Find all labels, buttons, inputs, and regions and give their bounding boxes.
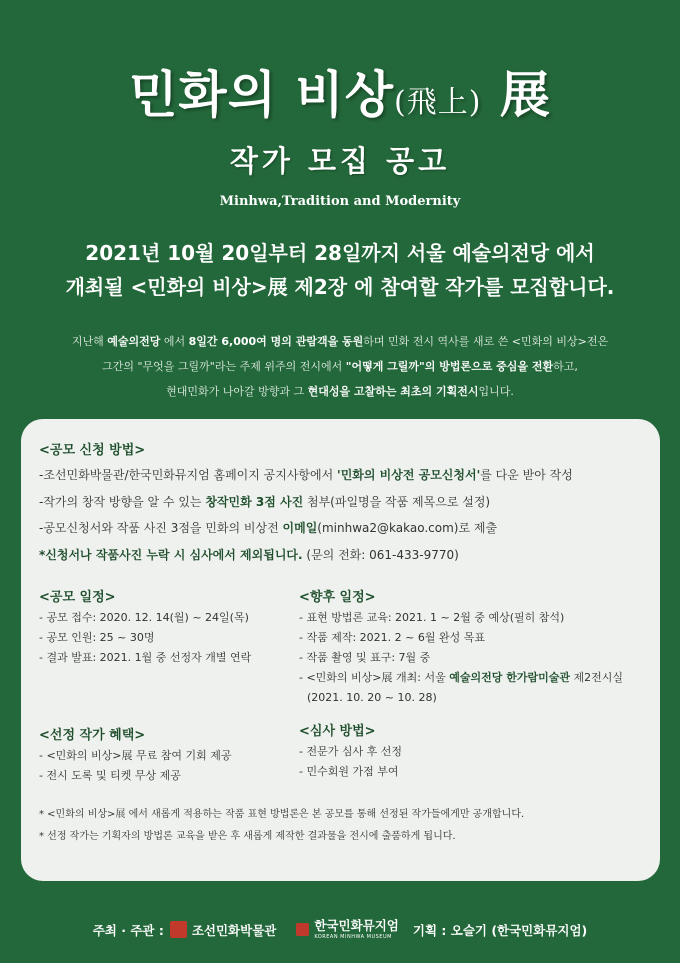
intro-line-1: 지난해 예술의전당 에서 8일간 6,000여 명의 관람객을 동원하며 민화 전시 역사를 새로 쓴 <민화의 비상>전은 (71, 335, 609, 348)
right-column (299, 586, 639, 786)
venue-logo-text: 예술의전당 (452, 241, 550, 265)
venue-logo-inline: 예술의전당 한가람미술관 (449, 671, 570, 684)
intro-venue-logo: 예술의전당 (107, 335, 161, 348)
headline-line-1: 2021년 10월 20일부터 28일까지 서울 예술의전당 에서 (85, 241, 595, 265)
list-item: - 결과 발표: 2021. 1월 중 선정자 개별 연락 (39, 651, 252, 664)
list-item: - 표현 방법론 교육: 2021. 1 ~ 2월 중 예상(필히 참석) (299, 611, 565, 624)
museum-logo-icon (296, 923, 309, 936)
org-korean-minhwa: 한국민화뮤지엄 KOREAN MINHWA MUSEUM (314, 918, 399, 940)
footer (0, 920, 680, 940)
info-card (21, 419, 660, 881)
list-item: - 공모 접수: 2020. 12. 14(월) ~ 24일(목) (39, 611, 249, 624)
host-label: 주최 · 주관 : (92, 922, 164, 938)
benefits-section (39, 724, 299, 786)
main-title-text: 민화의 비상 (129, 65, 395, 124)
intro-line-2: 그간의 "무엇을 그릴까"라는 주제 위주의 전시에서 "어떻게 그릴까"의 방법론으로 중심을 전환하고, (102, 360, 578, 373)
headline (0, 236, 680, 304)
intro-paragraph (0, 329, 680, 404)
org-joseon-minhwa: 조선민화박물관 (191, 922, 277, 938)
sub-title: 작가 모집 공고 (229, 144, 451, 178)
left-column (39, 586, 299, 786)
list-item: - <민화의 비상>展 무료 참여 기회 제공 (39, 749, 232, 762)
english-title: Minhwa,Tradition and Modernity (219, 194, 461, 209)
schedule-heading: <공모 일정> (39, 590, 116, 605)
intro-line-3: 현대민화가 나아갈 방향과 그 현대성을 고찰하는 최초의 기획전시입니다. (166, 385, 514, 398)
list-item: - <민화의 비상>展 개최: 서울 예술의전당 한가람미술관 제2전시실 (299, 671, 623, 684)
apply-heading: <공모 신청 방법> (39, 443, 146, 458)
apply-line-1: -조선민화박물관/한국민화뮤지엄 홈페이지 공지사항에서 '민화의 비상전 공모신청서'를 다운 받아 작성 (39, 468, 573, 482)
list-item: - 작품 촬영 및 표구: 7월 중 (299, 651, 431, 664)
list-item: - 전문가 심사 후 선정 (299, 745, 402, 758)
note-line: * 선정 작가는 기획자의 방법론 교육을 받은 후 새롭게 제작한 결과물을 전시에 출품하게 됩니다. (39, 831, 456, 842)
main-title (0, 55, 680, 127)
list-item: - 작품 제작: 2021. 2 ~ 6월 완성 목표 (299, 631, 485, 644)
future-heading: <향후 일정> (299, 590, 376, 605)
list-item: - 공모 인원: 25 ~ 30명 (39, 631, 155, 644)
planner-label: 기획 : 오슬기 (한국민화뮤지엄) (412, 922, 588, 938)
apply-line-2: -작가의 창작 방향을 알 수 있는 창작민화 3점 사진 첨부(파일명을 작품 제목으로 설정) (39, 494, 491, 509)
schedule-columns (39, 586, 660, 786)
main-title-suffix: 展 (499, 65, 551, 124)
notes (39, 804, 660, 848)
list-item: (2021. 10. 20 ~ 10. 28) (307, 691, 437, 704)
main-title-hanja: (飛上) (394, 85, 482, 120)
apply-line-3: -공모신청서와 작품 사진 3점을 민화의 비상전 이메일(minhwa2@kakao.com)로 제출 (39, 521, 498, 535)
seal-logo-icon (170, 921, 187, 938)
schedule-section (39, 586, 299, 668)
apply-line-4: *신청서나 작품사진 누락 시 심사에서 제외됩니다. (문의 전화: 061-433-9770) (39, 547, 459, 562)
note-line: * <민화의 비상>展 에서 새롭게 적용하는 작품 표현 방법론은 본 공모를 통해 선정된 작가들에게만 공개합니다. (39, 809, 525, 820)
list-item: - 전시 도록 및 티켓 무상 제공 (39, 769, 181, 782)
review-section (299, 720, 639, 782)
title-block (0, 55, 680, 209)
benefits-heading: <선정 작가 혜택> (39, 728, 146, 743)
future-section (299, 586, 639, 708)
review-heading: <심사 방법> (299, 724, 376, 739)
list-item: - 민수회원 가점 부여 (299, 765, 399, 778)
headline-line-2: 개최될 <민화의 비상>展 제2장 에 참여할 작가를 모집합니다. (65, 275, 615, 299)
